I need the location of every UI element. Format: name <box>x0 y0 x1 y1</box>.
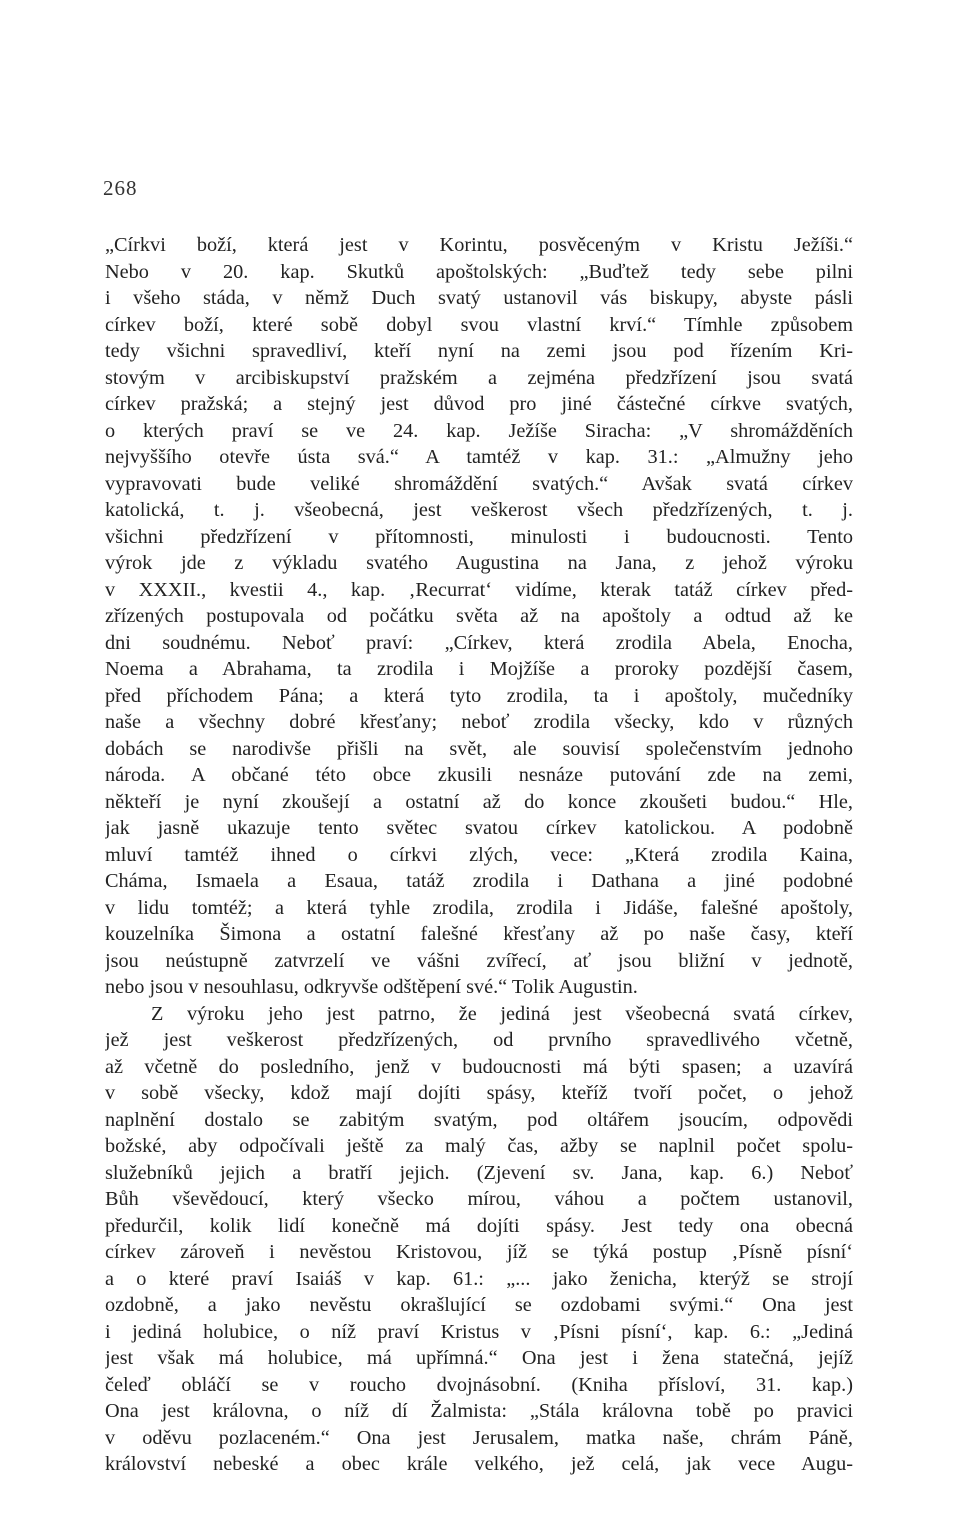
text-line: i všeho stáda, v němž Duch svatý ustanovil vás biskupy, abyste pásli <box>105 287 853 309</box>
text-line: církev pražská; a stejný jest důvod pro jiné částečné církve svatých, <box>105 393 853 415</box>
text-line: národa. A občané této obce zkusili nesnáze putování zde na zemi, <box>105 764 853 786</box>
text-line: církev zároveň i nevěstou Kristovou, jíž se týká postup ‚Písně písní‘ <box>105 1241 853 1263</box>
text-line: dni soudnému. Neboť praví: „Církev, která zrodila Abela, Enocha, <box>105 631 853 654</box>
text-line: jest však má holubice, má upřímná.“ Ona jest i žena statečná, jejíž <box>105 1347 853 1369</box>
text-line: Ona jest královna, o níž dí Žalmista: „Stála královna tobě po pravici <box>105 1400 853 1422</box>
text-line: „Církvi boží, která jest v Korintu, posvěceným v Kristu Ježíši.“ <box>105 234 853 256</box>
text-line: všichni předzřízení v přítomnosti, minulosti i budoucnosti. Tento <box>105 525 853 548</box>
text-line: církev boží, které sobě dobyl svou vlastní krví.“ Tímhle způsobem <box>105 313 853 336</box>
text-line: jsou neústupně zatvrzelí ve vášni zvířecí, ať jsou bližní v jednotě, <box>105 949 853 972</box>
text-line: až včetně do posledního, jenž v budoucnosti má býti spasen; a uzavírá <box>105 1055 853 1078</box>
text-line: ozdobně, a jako nevěstu okrašlující se ozdobami svými.“ Ona jest <box>105 1294 853 1316</box>
text-line: zřízených postupovala od počátku světa až na apoštoly a odtud až ke <box>105 605 853 627</box>
text-line: předurčil, kolik lidí konečně má dojíti spásy. Jest tedy ona obecná <box>105 1214 853 1237</box>
text-line: o kterých praví se ve 24. kap. Ježíše Siracha: „V shromážděních <box>105 419 853 442</box>
text-line: mluví tamtéž ihned o církvi zlých, vece: „Která zrodila Kaina, <box>105 843 853 866</box>
text-line: jež jest veškerost předzřízených, od prvního spravedlivého včetně, <box>105 1029 853 1051</box>
text-line: království nebeské a obec krále velkého, jež celá, jak vece Augu- <box>105 1453 853 1475</box>
text-line: nejvyššího otevře ústa svá.“ A tamtéž v kap. 31.: „Almužny jeho <box>105 446 853 468</box>
text-line: i jediná holubice, o níž praví Kristus v ‚Písni písní‘, kap. 6.: „Jediná <box>105 1320 853 1343</box>
text-line: v oděvu pozlaceném.“ Ona jest Jerusalem, matka naše, chrám Páně, <box>105 1426 853 1449</box>
text-line: vypravovati bude veliké shromáždění svatých.“ Avšak svatá církev <box>105 472 853 495</box>
page-number: 268 <box>103 176 138 200</box>
text-line: v sobě všecky, kdož mají dojíti spásy, kteříž tvoří počet, o jehož <box>105 1082 853 1104</box>
text-line: božské, aby odpočívali ještě za malý čas, ažby se naplnil počet spolu- <box>105 1135 853 1157</box>
text-line: služebníků jejich a bratří jejich. (Zjevení sv. Jana, kap. 6.) Neboť <box>105 1161 853 1184</box>
text-line: dobách se narodivše přišli na svět, ale souvisí společenstvím jednoho <box>105 737 853 760</box>
text-line: v XXXII., kvestii 4., kap. ‚Recurrat‘ vidíme, kterak tatáž církev před- <box>105 578 853 601</box>
body-text <box>105 232 853 1478</box>
text-line: před příchodem Pána; a která tyto zrodila, ta i apoštoly, mučedníky <box>105 684 853 707</box>
text-line: někteří je nyní zkoušejí a ostatní až do konce zkoušeti budou.“ Hle, <box>105 790 853 813</box>
text-line: v lidu tomtéž; a která tyhle zrodila, zrodila i Jidáše, falešné apoštoly, <box>105 896 853 919</box>
text-line: katolická, t. j. všeobecná, jest veškerost všech předzřízených, t. j. <box>105 499 853 521</box>
text-line: Nebo v 20. kap. Skutků apoštolských: „Buďtež tedy sebe pilni <box>105 260 853 283</box>
text-line: naplnění dostalo se zabitým svatým, pod oltářem jsoucím, odpovědi <box>105 1108 853 1131</box>
text-line: kouzelníka Šimona a ostatní falešné křesťany až po naše časy, kteří <box>105 923 853 945</box>
text-line: a o které praví Isaiáš v kap. 61.: „... jako ženicha, kterýž se strojí <box>105 1267 853 1290</box>
text-line: výrok jde z výkladu svatého Augustina na Jana, z jehož výroku <box>105 552 853 574</box>
text-line: tedy všichni spravedliví, kteří nyní na zemi jsou pod řízením Kri- <box>105 340 853 362</box>
text-line: stovým v arcibiskupství pražském a zejména předzřízení jsou svatá <box>105 366 853 389</box>
text-line: Noema a Abrahama, ta zrodila i Mojžíše a proroky pozdější časem, <box>105 658 853 680</box>
text-line: jak jasně ukazuje tento světec svatou církev katolickou. A podobně <box>105 817 853 839</box>
text-line: Bůh vševědoucí, který všecko mírou, váhou a počtem ustanovil, <box>105 1188 853 1210</box>
text-line: Z výroku jeho jest patrno, že jediná jest všeobecná svatá církev, <box>151 1002 853 1025</box>
text-line: naše a všechny dobré křesťany; neboť zrodila všecky, kdo v různých <box>105 711 853 733</box>
text-line: nebo jsou v nesouhlasu, odkryvše odštěpení své.“ Tolik Augustin. <box>105 976 638 998</box>
text-line: čeleď obláčí se v roucho dvojnásobní. (Kniha přísloví, 31. kap.) <box>105 1373 853 1396</box>
text-line: Cháma, Ismaela a Esaua, tatáž zrodila i Dathana a jiné podobné <box>105 870 853 892</box>
